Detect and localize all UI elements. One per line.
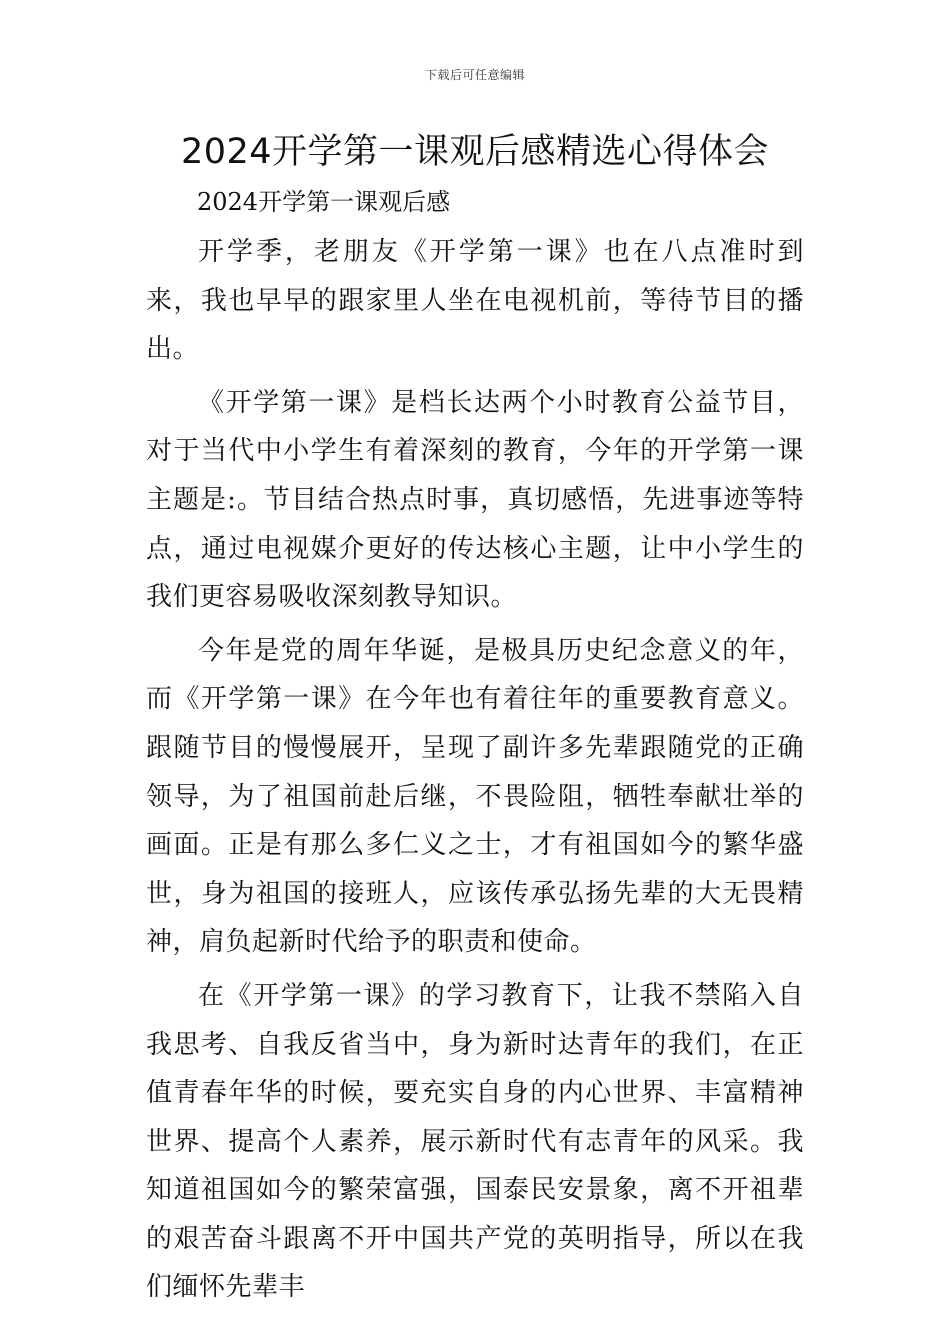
header-note: 下载后可任意编辑 [424,68,525,82]
document-body [146,228,804,1317]
document-subtitle: 2024开学第一课观后感 [197,188,451,216]
paragraph-3: 今年是党的周年华诞，是极具历史纪念意义的年，而《开学第一课》在今年也有着往年的重要教育意义。跟随节目的慢慢展开，呈现了副许多先辈跟随党的正确领导，为了祖国前赴后继，不畏险阻，牺牲奉献壮举的画面。正是有那么多仁义之士，才有祖国如今的繁华盛世，身为祖国的接班人，应该传承弘扬先辈的大无畏精神，肩负起新时代给予的职责和使命。 [146,635,804,958]
paragraph-2: 《开学第一课》是档长达两个小时教育公益节目，对于当代中小学生有着深刻的教育，今年的开学第一课主题是:。节目结合热点时事，真切感悟，先进事迹等特点，通过电视媒介更好的传达核心主题，让中小学生的我们更容易吸收深刻教导知识。 [146,387,804,613]
document-title: 2024开学第一课观后感精选心得体会 [180,132,770,172]
paragraph-4: 在《开学第一课》的学习教育下，让我不禁陷入自我思考、自我反省当中，身为新时达青年的我们，在正值青春年华的时候，要充实自身的内心世界、丰富精神世界、提高个人素养，展示新时代有志青年的风采。我知道祖国如今的繁荣富强，国泰民安景象，离不开祖辈的艰苦奋斗跟离不开中国共产党的英明指导，所以在我们缅怀先辈丰 [146,980,804,1303]
paragraph-1: 开学季，老朋友《开学第一课》也在八点准时到来，我也早早的跟家里人坐在电视机前，等待节目的播出。 [146,237,804,365]
